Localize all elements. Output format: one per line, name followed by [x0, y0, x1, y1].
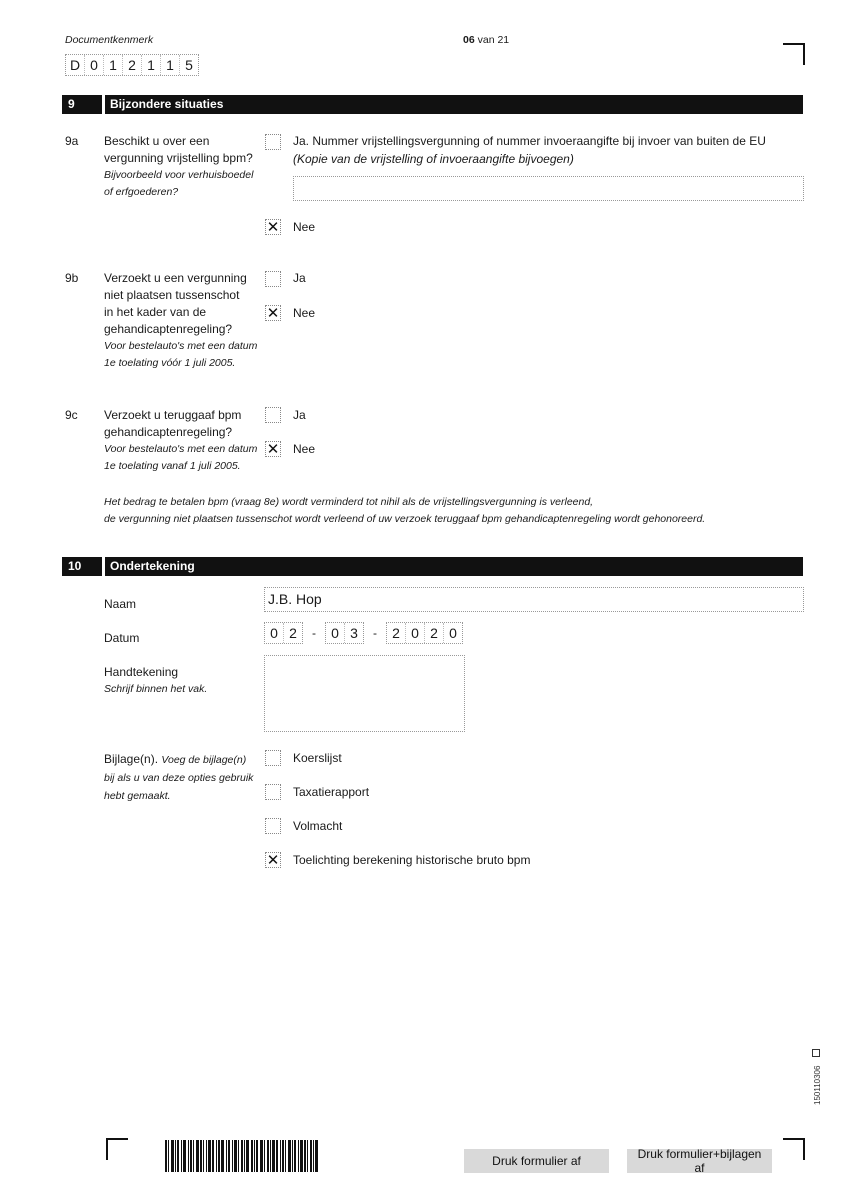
doc-label: Documentkenmerk [65, 34, 154, 46]
question-line: niet plaatsen tussenschot [104, 288, 240, 302]
signature-label: Handtekening [104, 665, 179, 679]
question-line: Beschikt u over een [104, 134, 210, 148]
question-9b-text [104, 270, 257, 372]
note-line: de vergunning niet plaatsen tussenschot wordt verleend of uw verzoek teruggaaf bpm gehandicaptenregeling wordt gehonoreerd. [104, 513, 706, 525]
form-code-text: 150110306 [813, 1065, 822, 1105]
question-hint: 1e toelating vóór 1 juli 2005. [104, 357, 236, 369]
doc-id-char: D [66, 55, 85, 75]
checkbox-attachment-koerslijst[interactable] [265, 750, 281, 766]
attachments-label [104, 751, 254, 805]
question-number-9b: 9b [65, 271, 79, 285]
checkbox-9c-no[interactable] [265, 441, 281, 457]
attachment-label: Koerslijst [293, 751, 342, 765]
doc-id-char: 5 [185, 57, 193, 73]
question-number-9a: 9a [65, 134, 79, 148]
section-number: 10 [68, 559, 82, 573]
section-title: Bijzondere situaties [110, 97, 224, 111]
doc-id-char: 0 [85, 55, 104, 75]
date-char: 0 [406, 623, 425, 643]
page-current: 06 [463, 34, 475, 46]
checkbox-9b-no[interactable] [265, 305, 281, 321]
signature-field[interactable] [264, 655, 465, 732]
name-field[interactable] [264, 587, 804, 612]
doc-id-char: 1 [142, 55, 161, 75]
checkbox-9b-yes[interactable] [265, 271, 281, 287]
section-separator [102, 95, 105, 114]
print-form-attachments-button[interactable]: Druk formulier+bijlagen af [627, 1149, 772, 1173]
checkbox-attachment-taxatierapport[interactable] [265, 784, 281, 800]
section-separator [102, 557, 105, 576]
attach-label: Bijlage(n). [104, 752, 159, 766]
option-9a-no-label: Nee [293, 220, 316, 234]
question-hint: 1e toelating vanaf 1 juli 2005. [104, 460, 241, 472]
barcode [165, 1140, 348, 1172]
date-separator: - [373, 626, 377, 640]
date-char: 2 [425, 623, 444, 643]
section-9-header [62, 95, 803, 114]
name-label: Naam [104, 597, 137, 611]
page-indicator [463, 34, 509, 46]
date-char: 0 [265, 623, 284, 643]
crop-mark-top-right [783, 43, 805, 65]
section-9-note [104, 494, 705, 528]
checkbox-9c-yes[interactable] [265, 407, 281, 423]
attachment-label: Toelichting berekening historische bruto bpm [293, 853, 531, 867]
checkbox-9a-yes[interactable] [265, 134, 281, 150]
date-day[interactable] [264, 622, 303, 644]
page-suffix: van 21 [477, 34, 510, 46]
date-char: 0 [326, 623, 345, 643]
print-form-button[interactable]: Druk formulier af [464, 1149, 609, 1173]
question-line: vergunning vrijstelling bpm? [104, 151, 253, 165]
question-9c-text [104, 407, 257, 475]
doc-id-char: 2 [123, 55, 142, 75]
attach-hint: bij als u van deze opties gebruik [104, 772, 254, 784]
question-hint: of erfgoederen? [104, 186, 179, 198]
date-year[interactable] [386, 622, 463, 644]
date-field[interactable] [264, 622, 463, 644]
date-char: 3 [350, 625, 358, 641]
option-9a-yes-label: Ja. Nummer vrijstellingsvergunning of nummer invoeraangifte bij invoer van buiten de EU [293, 134, 766, 148]
section-title: Ondertekening [110, 559, 195, 573]
checkbox-9a-no[interactable] [265, 219, 281, 235]
attach-hint: hebt gemaakt. [104, 790, 171, 802]
doc-id-char: 1 [161, 55, 180, 75]
question-line: Verzoekt u een vergunning [104, 271, 247, 285]
question-line: in het kader van de [104, 305, 207, 319]
question-hint: Bijvoorbeeld voor verhuisboedel [104, 169, 254, 181]
crop-mark-bottom-right [783, 1138, 805, 1160]
option-9b-no-label: Nee [293, 306, 316, 320]
checkbox-attachment-volmacht[interactable] [265, 818, 281, 834]
question-line: gehandicaptenregeling? [104, 322, 233, 336]
question-9a-text [104, 133, 253, 201]
section-10-header [62, 557, 803, 576]
date-char: 0 [449, 625, 457, 641]
question-line: gehandicaptenregeling? [104, 425, 233, 439]
exemption-number-field[interactable] [293, 176, 804, 201]
attach-hint: Voeg de bijlage(n) [161, 754, 247, 766]
question-number-9c: 9c [65, 408, 78, 422]
section-number: 9 [68, 97, 75, 111]
attachment-label: Volmacht [293, 819, 343, 833]
attachment-label: Taxatierapport [293, 785, 370, 799]
option-9c-yes-label: Ja [293, 408, 306, 422]
checkbox-attachment-toelichting[interactable] [265, 852, 281, 868]
date-char: 2 [289, 625, 297, 641]
form-code-marker [812, 1049, 820, 1057]
name-value: J.B. Hop [268, 591, 322, 607]
note-line: Het bedrag te betalen bpm (vraag 8e) wordt verminderd tot nihil als de vrijstellingsvergunning is verleend, [104, 496, 594, 508]
doc-id-field[interactable] [65, 54, 199, 76]
date-month[interactable] [325, 622, 364, 644]
signature-hint: Schrijf binnen het vak. [104, 683, 208, 695]
doc-id-char: 1 [104, 55, 123, 75]
question-line: Verzoekt u teruggaaf bpm [104, 408, 242, 422]
question-hint: Voor bestelauto's met een datum [104, 443, 258, 455]
date-label: Datum [104, 631, 140, 645]
option-9c-no-label: Nee [293, 442, 316, 456]
option-9a-yes-hint: (Kopie van de vrijstelling of invoeraangifte bijvoegen) [293, 152, 574, 166]
option-9b-yes-label: Ja [293, 271, 306, 285]
form-code [812, 1049, 822, 1105]
date-separator: - [312, 626, 316, 640]
question-hint: Voor bestelauto's met een datum [104, 340, 258, 352]
date-char: 2 [387, 623, 406, 643]
crop-mark-bottom-left [106, 1138, 128, 1160]
